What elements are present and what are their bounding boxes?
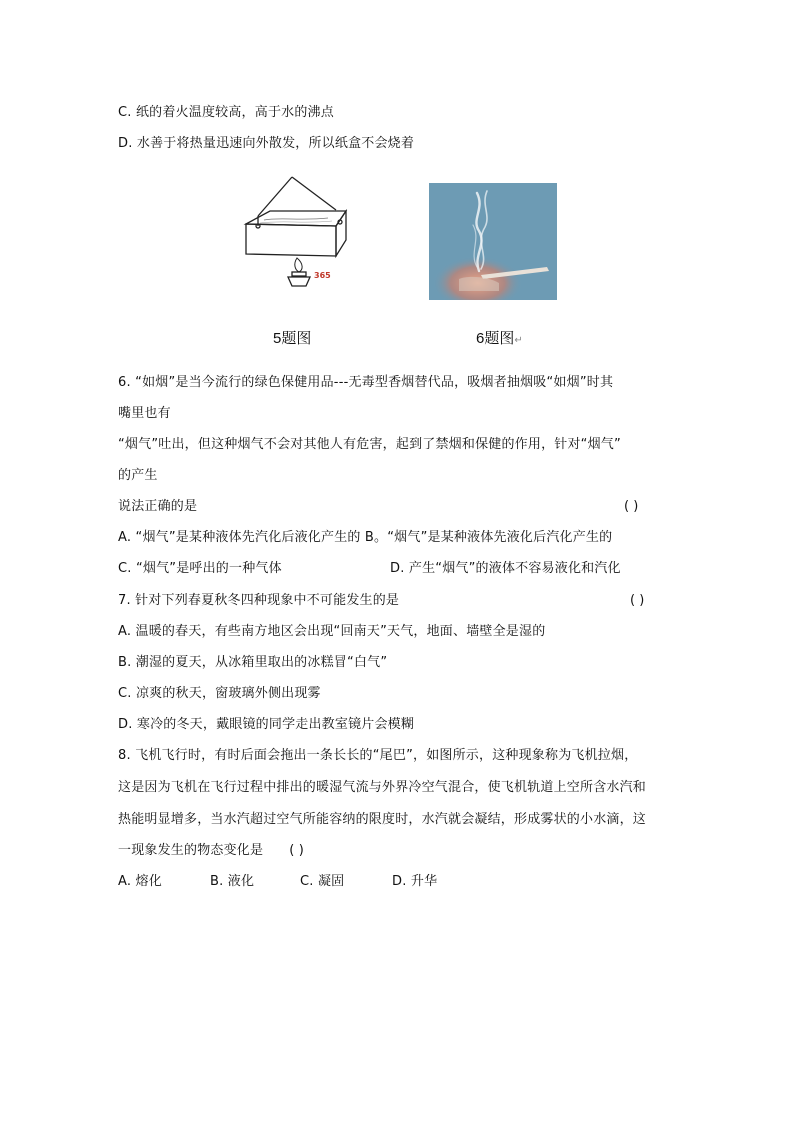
fig5-paper-box-diagram [240,174,352,290]
q8-stem-line-3: 热能明显增多，当水汽超过空气所能容纳的限度时，水汽就会凝结，形成雾状的小水滴，这 [118,812,647,827]
q8-stem-line-1: 8. 飞机飞行时，有时后面会拖出一条长长的“尾巴”，如图所示，这种现象称为飞机拉烟， [118,748,638,763]
q8-answer-parentheses: ( ) [289,843,305,858]
q6-options-cd [118,561,621,577]
fig6-caption-text: 6题图 [476,330,515,347]
fig6-smoke-photo [429,183,557,300]
q6-option-d: D. 产生“烟气”的液体不容易液化和汽化 [390,561,621,576]
fig5-watermark: 365 [314,271,331,280]
q8-option-c: C. 凝固 [300,874,345,889]
q6-stem-line-5: 说法正确的是 [118,499,198,514]
q7-option-d: D. 寒冷的冬天，戴眼镜的同学走出教室镜片会模糊 [118,717,415,732]
q8-option-b: B. 液化 [210,874,255,889]
q7-option-b: B. 潮湿的夏天，从冰箱里取出的冰糕冒“白气” [118,655,388,670]
q8-stem-line-4-text: 一现象发生的物态变化是 [118,843,264,858]
q6-answer-parentheses: ( ) [624,499,639,514]
fig5-caption: 5题图 [273,330,312,347]
q7-option-a: A. 温暖的春天，有些南方地区会出现“回南天”天气，地面、墙壁全是湿的 [118,624,546,639]
q8-stem-line-2: 这是因为飞机在飞行过程中排出的暖湿气流与外界冷空气混合，使飞机轨道上空所含水汽和 [118,780,647,795]
q6-option-c: C. “烟气”是呼出的一种气体 [118,561,282,576]
q7-stem: 7. 针对下列春夏秋冬四种现象中不可能发生的是 [118,593,400,608]
q5-option-d: D. 水善于将热量迅速向外散发，所以纸盒不会烧着 [118,136,415,151]
q6-stem-line-2: 嘴里也有 [118,406,171,421]
q7-option-c: C. 凉爽的秋天，窗玻璃外侧出现雾 [118,686,321,701]
return-mark-icon: ↵ [514,335,523,346]
q6-stem-line-1: 6. “如烟”是当今流行的绿色保健用品---无毒型香烟替代品，吸烟者抽烟吸“如烟”时其 [118,375,614,390]
q6-stem-line-3: “烟气”吐出，但这种烟气不会对其他人有危害，起到了禁烟和保健的作用，针对“烟气” [118,437,621,452]
fig6-caption [476,330,523,350]
q7-answer-parentheses: ( ) [630,593,645,608]
q6-stem-line-4: 的产生 [118,468,158,483]
q8-options [118,874,437,890]
q8-option-d: D. 升华 [392,874,438,889]
q5-option-c: C. 纸的着火温度较高，高于水的沸点 [118,105,334,120]
q8-stem-line-4 [118,843,304,859]
q8-option-a: A. 熔化 [118,874,162,889]
q6-options-ab: A. “烟气”是某种液体先汽化后液化产生的 B。“烟气”是某种液体先液化后汽化产生的 [118,530,613,545]
